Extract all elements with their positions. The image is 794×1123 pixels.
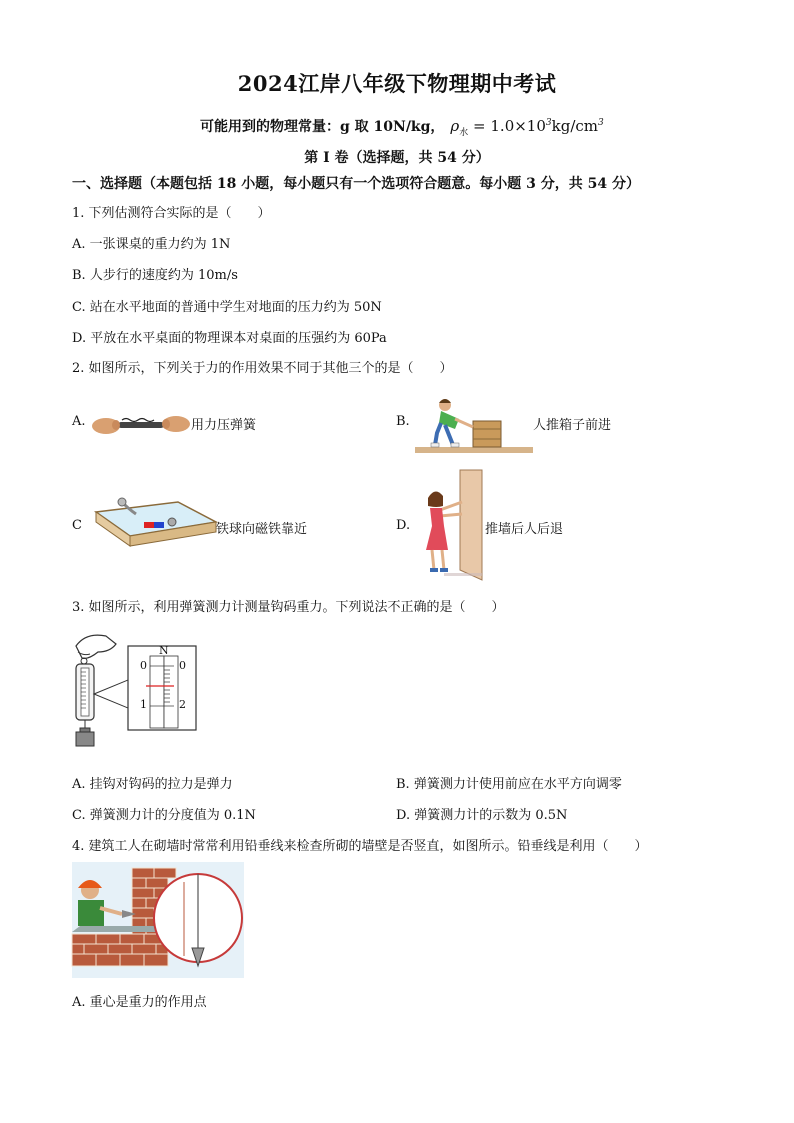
person-pushing-wall-image xyxy=(420,470,486,582)
question-1-option-a: A. 一张课桌的重力约为 1N xyxy=(72,237,231,252)
section-title: 一、选择题（本题包括 18 小题，每小题只有一个选项符合题意。每小题 3 分，共 54 分） xyxy=(72,176,640,192)
person-pushing-box-image xyxy=(415,397,535,457)
density-exponent: 3 xyxy=(545,118,552,128)
question-4-option-a: A. 重心是重力的作用点 xyxy=(72,995,207,1010)
water-density-formula xyxy=(450,117,603,138)
q2-option-c-label: C xyxy=(72,518,82,533)
constants-label: 可能用到的物理常量：g 取 10N/kg， xyxy=(200,119,445,135)
question-1-option-c: C. 站在水平地面的普通中学生对地面的压力约为 50N xyxy=(72,300,382,315)
q2-option-a-label: A. xyxy=(72,414,86,429)
scale-label-right-bottom: 2 xyxy=(179,698,186,711)
scale-label-left-bottom: 1 xyxy=(140,698,147,711)
question-3-option-a: A. 挂钩对钩码的拉力是弹力 xyxy=(72,777,233,792)
iron-ball-and-magnet-image xyxy=(90,492,218,548)
question-3-option-b: B. 弹簧测力计使用前应在水平方向调零 xyxy=(396,777,622,792)
q2-option-b-caption: 人推箱子前进 xyxy=(533,418,612,433)
density-subscript: 水 xyxy=(459,128,469,138)
question-1-stem: 1. 下列估测符合实际的是（ ） xyxy=(72,206,271,221)
question-1-option-d: D. 平放在水平桌面的物理课本对桌面的压强约为 60Pa xyxy=(72,331,387,346)
q2-option-d-label: D. xyxy=(396,518,411,533)
question-3-option-c: C. 弹簧测力计的分度值为 0.1N xyxy=(72,808,256,823)
question-4-stem: 4. 建筑工人在砌墙时常常利用铅垂线来检查所砌的墙壁是否竖直，如图所示。铅垂线是利用（ ） xyxy=(72,839,648,854)
scale-label-right-top: 0 xyxy=(179,659,186,672)
q2-option-b-label: B. xyxy=(396,414,410,429)
density-value: = 1.0×10 xyxy=(473,117,546,135)
spring-scale-with-weight-image xyxy=(70,628,200,756)
q2-option-c-caption: 铁球向磁铁靠近 xyxy=(216,522,308,537)
density-unit-exponent: 3 xyxy=(598,118,604,128)
exam-title: 2024江岸八年级下物理期中考试 xyxy=(237,71,557,96)
question-2-stem: 2. 如图所示，下列关于力的作用效果不同于其他三个的是（ ） xyxy=(72,361,453,376)
scale-unit-label: N xyxy=(159,644,169,657)
scale-label-left-top: 0 xyxy=(140,659,147,672)
density-unit: kg/cm xyxy=(551,117,599,135)
volume-title: 第 I 卷（选择题，共 54 分） xyxy=(304,150,490,166)
bricklayer-plumb-line-image xyxy=(72,862,244,978)
q2-option-d-caption: 推墙后人后退 xyxy=(485,522,564,537)
question-1-option-b: B. 人步行的速度约为 10m/s xyxy=(72,268,238,283)
question-3-option-d: D. 弹簧测力计的示数为 0.5N xyxy=(396,808,568,823)
constants-line xyxy=(200,116,604,138)
hands-compressing-spring-image xyxy=(92,410,190,438)
density-symbol: ρ xyxy=(450,117,460,135)
q2-option-a-caption: 用力压弹簧 xyxy=(191,418,257,433)
question-3-stem: 3. 如图所示，利用弹簧测力计测量钩码重力。下列说法不正确的是（ ） xyxy=(72,600,505,615)
